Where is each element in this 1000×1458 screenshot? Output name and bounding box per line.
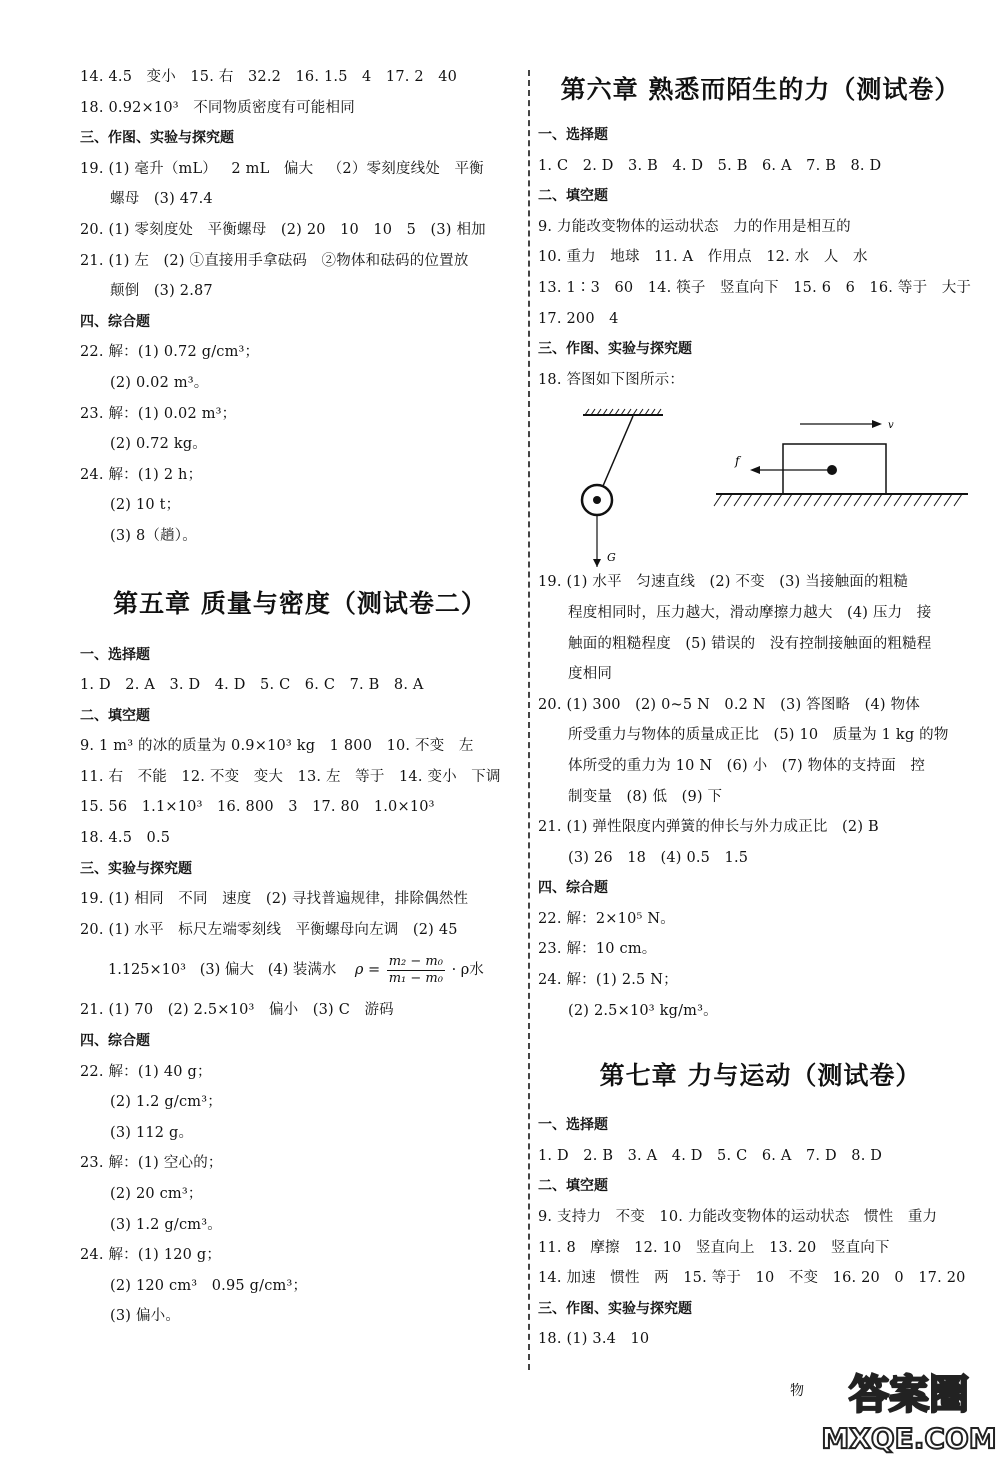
answer-line: 14. 加速 惯性 两 15. 等于 10 不变 16. 20 0 17. 20 [538,1270,966,1287]
answer-line: 9. 1 m³ 的冰的质量为 0.9×10³ kg 1 800 10. 不变 左 [80,738,474,755]
fraction-numerator: m₂ − m₀ [388,953,443,969]
ground [714,494,968,506]
velocity-label: v [888,420,894,432]
friction-arrowhead [750,466,760,474]
answer-line: (2) 120 cm³ 0.95 g/cm³； [110,1277,308,1294]
formula-line [80,945,520,995]
right-column [538,62,983,1355]
answer-line: (2) 20 cm³； [110,1186,203,1202]
answer-line: 21. (1) 左 (2) ①直接用手拿砝码 ②物体和砝码的位置放 [80,252,469,269]
section-heading: 四、综合题 [80,1033,150,1050]
answer-line: 10. 重力 地球 11. A 作用点 12. 水 人 水 [538,249,868,266]
gravity-arrowhead [593,559,601,567]
answer-line: 1. C 2. D 3. B 4. D 5. B 6. A 7. B 8. D [538,157,882,174]
answer-line: 度相同 [568,666,613,683]
answer-line: 18. 答图如下图所示： [538,371,685,388]
watermark-title: 答案圈 [849,1372,969,1418]
answer-line: 23. 解：(1) 空心的； [80,1155,223,1172]
answer-line: 20. (1) 水平 标尺左端零刻线 平衡螺母向左调 (2) 45 [80,921,458,938]
ball-center [593,496,601,504]
force-diagram [538,395,983,567]
section-heading: 四、综合题 [538,880,608,897]
answer-line: 9. 力能改变物体的运动状态 力的作用是相互的 [538,218,851,235]
answer-line: (3) 112 g。 [110,1124,194,1141]
answer-line: 23. 解：10 cm。 [538,941,657,958]
density-fraction [387,954,445,987]
answer-line: (2) 10 t； [110,497,181,514]
answer-line: 22. 解：(1) 0.72 g/cm³； [80,344,260,361]
watermark-url: MXQE.COM [821,1422,997,1455]
section-heading: 二、填空题 [538,188,608,205]
ceiling [583,409,663,415]
answer-line: (2) 1.2 g/cm³； [110,1094,222,1111]
formula-prefix: 1.125×10³ (3) 偏大 (4) 装满水 [108,962,351,979]
answer-line: 20. (1) 零刻度处 平衡螺母 (2) 20 10 10 5 (3) 相加 [80,221,486,238]
answer-line: 体所受的重力为 10 N (6) 小 (7) 物体的支持面 控 [568,757,926,774]
answer-line: (2) 0.72 kg。 [110,436,208,453]
answer-line: 24. 解：(1) 2 h； [80,466,203,483]
fraction-denominator: m₁ − m₀ [388,970,443,986]
answer-line: 11. 右 不能 12. 不变 变大 13. 左 等于 14. 变小 下调 [80,768,501,785]
answer-line: 1. D 2. B 3. A 4. D 5. C 6. A 7. D 8. D [538,1147,883,1164]
answer-line: 14. 4.5 变小 15. 右 32.2 16. 1.5 4 17. 2 40 [80,69,458,85]
answer-line: 19. (1) 相同 不同 速度 (2) 寻找普遍规律，排除偶然性 [80,891,469,908]
answer-line: 18. 0.92×10³ 不同物质密度有可能相同 [80,99,355,116]
answer-line: 18. 4.5 0.5 [80,830,171,847]
section-heading: 三、实验与探究题 [80,860,192,877]
answer-line: 颠倒 (3) 2.87 [110,283,213,300]
answer-line: 24. 解：(1) 2.5 N； [538,972,678,989]
answer-line: (3) 偏小。 [110,1308,181,1325]
chapter-title: 第六章 熟悉而陌生的力（测试卷） [560,75,961,104]
section-heading: 三、作图、实验与探究题 [80,130,234,147]
answer-line: 15. 56 1.1×10³ 16. 800 3 17. 80 1.0×10³ [80,799,435,816]
answer-line: (3) 1.2 g/cm³。 [110,1216,222,1233]
answer-line: 所受重力与物体的质量成正比 (5) 10 质量为 1 kg 的物 [568,727,949,744]
answer-line: 程度相同时，压力越大，滑动摩擦力越大 (4) 压力 接 [568,604,932,621]
gravity-label: G [607,551,616,565]
answer-line: 触面的粗糙程度 (5) 错误的 没有控制接触面的粗糙程 [568,635,932,652]
answer-line: (3) 26 18 (4) 0.5 1.5 [568,849,749,866]
answer-line: 制变量 (8) 低 (9) 下 [568,788,723,805]
formula-suffix: · ρ水 [451,962,484,979]
answer-line: 21. (1) 70 (2) 2.5×10³ 偏小 (3) C 游码 [80,1002,394,1019]
section-heading: 一、选择题 [80,646,150,663]
answer-line: 9. 支持力 不变 10. 力能改变物体的运动状态 惯性 重力 [538,1209,938,1226]
left-column [80,62,520,1332]
formula-rho: ρ = [354,962,381,979]
answer-line: 22. 解：(1) 40 g； [80,1063,212,1080]
answer-line: (2) 2.5×10³ kg/m³。 [568,1002,718,1019]
force-diagram-svg [538,395,983,567]
pendulum-string [603,416,633,486]
answer-line: 13. 1∶3 60 14. 筷子 竖直向下 15. 6 6 16. 等于 大于 [538,279,972,296]
section-heading: 四、综合题 [80,313,150,330]
column-divider [528,70,530,1370]
answer-line: 21. (1) 弹性限度内弹簧的伸长与外力成正比 (2) B [538,819,879,836]
answer-line: 螺母 (3) 47.4 [110,191,213,208]
section-heading: 一、选择题 [538,1117,608,1134]
page-subject: 物 [790,1383,804,1399]
friction-label: f [735,454,740,469]
answer-line: 19. (1) 毫升（mL） 2 mL 偏大 （2）零刻度线处 平衡 [80,160,484,177]
answer-line: 24. 解：(1) 120 g； [80,1247,222,1264]
velocity-arrowhead [872,420,882,428]
answer-line: 17. 200 4 [538,310,619,327]
answer-line: 19. (1) 水平 匀速直线 (2) 不变 (3) 当接触面的粗糙 [538,574,909,591]
section-heading: 三、作图、实验与探究题 [538,1300,692,1317]
answer-line: (2) 0.02 m³。 [110,374,209,391]
watermark-logo [820,1362,998,1458]
answer-line: 1. D 2. A 3. D 4. D 5. C 6. C 7. B 8. A [80,677,424,694]
answer-line: 22. 解：2×10⁵ N。 [538,910,675,927]
section-heading: 二、填空题 [80,707,150,724]
answer-line: 18. (1) 3.4 10 [538,1331,650,1348]
section-heading: 三、作图、实验与探究题 [538,341,692,358]
section-heading: 一、选择题 [538,127,608,143]
answer-line: 20. (1) 300 (2) 0~5 N 0.2 N (3) 答图略 (4) 物体 [538,696,921,713]
chapter-title: 第五章 质量与密度（测试卷二） [113,588,487,618]
chapter-title: 第七章 力与运动（测试卷） [599,1061,922,1091]
answer-line: 23. 解：(1) 0.02 m³； [80,405,237,422]
answer-line: (3) 8（趟）。 [110,527,197,544]
section-heading: 二、填空题 [538,1178,608,1195]
answer-line: 11. 8 摩擦 12. 10 竖直向上 13. 20 竖直向下 [538,1239,890,1256]
